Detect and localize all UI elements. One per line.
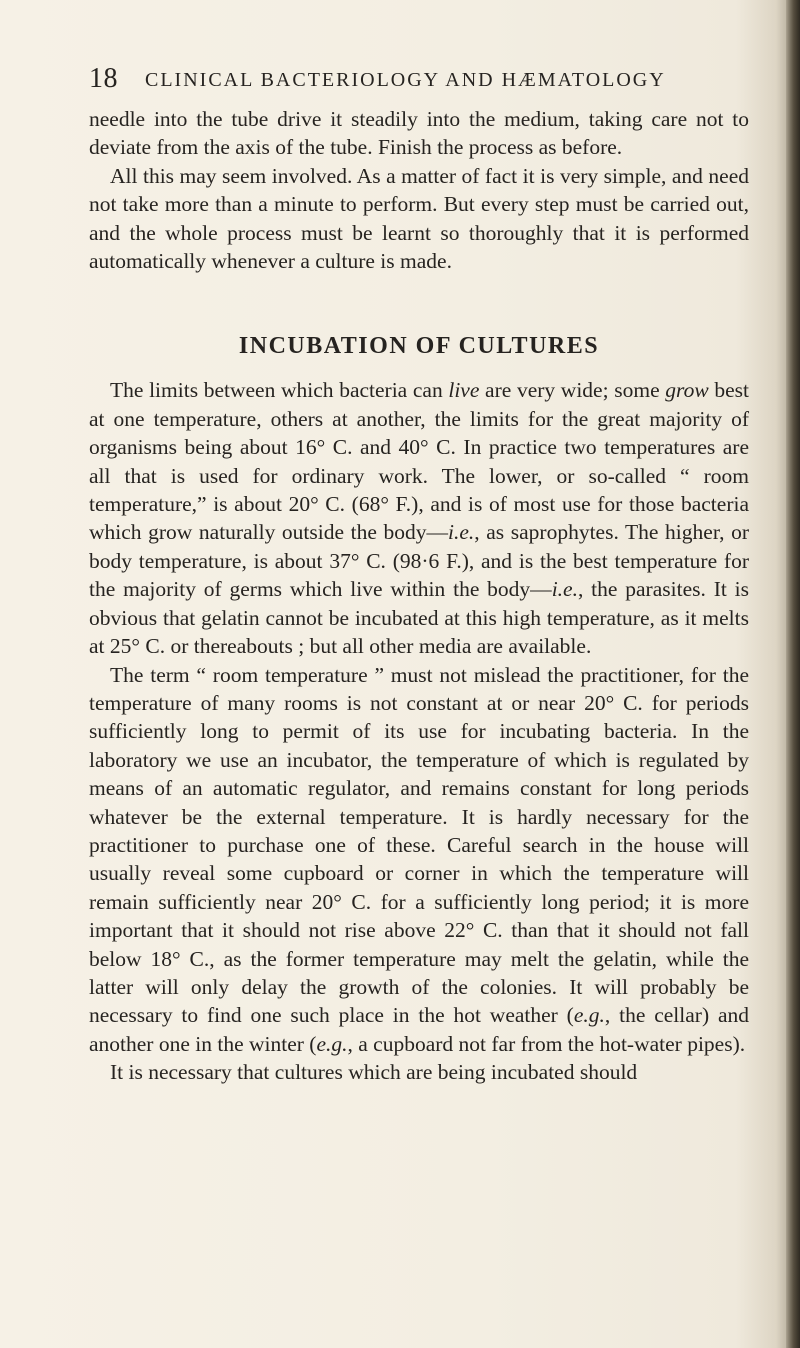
body-paragraph: All this may seem involved. As a matter of fact it is very simple, and need not take more than a minute to perform. But every step must be carried out, and the whole process must be learnt so thoroughly that it is performed automatically whenever a culture is made. — [89, 163, 749, 274]
section-heading: INCUBATION OF CULTURES — [238, 333, 600, 360]
text-segment: , the parasites. It is obvious that gelatin cannot be incubated at this high temperature, as it melts at 25° C. or thereabouts ; but all other media are available. — [89, 577, 749, 659]
page-edge-shadow — [786, 0, 800, 1348]
text-segment: The limits between which bacteria can — [110, 378, 449, 403]
continued-paragraph: needle into the tube drive it steadily into the medium, taking care not to deviate from the axis of the tube. Finish the process as before. — [89, 107, 749, 160]
text-segment: , a cupboard not far from the hot-water pipes). — [347, 1031, 746, 1056]
italic-text: live — [448, 378, 480, 403]
text-segment: It is necessary that cultures which are being incubated should — [110, 1060, 638, 1085]
italic-text: i.e. — [551, 577, 578, 602]
running-title: CLINICAL BACTERIOLOGY AND HÆMATOLOGY — [145, 69, 666, 91]
italic-text: e.g. — [573, 1003, 605, 1028]
section-paragraph — [89, 376, 749, 660]
italic-text: grow — [665, 378, 709, 403]
running-head — [89, 62, 769, 102]
italic-text: i.e. — [448, 520, 475, 545]
section-paragraph — [89, 661, 749, 1059]
text-segment: best at one temperature, others at another, the limits for the great majority of organisms being about 16° C. and 40° C. In practice two temperatures are all that is used for ordinary work. The lower, or so-called “ room temperature,” is about 20° C. (68° F.), and is of most use for those bacteria which grow naturally outside the body— — [89, 378, 749, 545]
section-paragraph-continued — [89, 1058, 749, 1086]
text-segment: are very wide; some — [479, 378, 666, 403]
page-number: 18 — [89, 63, 118, 94]
italic-text: e.g. — [316, 1031, 348, 1056]
text-segment: , as saprophytes. The higher, or body temperature, is about 37° C. (98·6 F.), and is the best temperature for the majority of germs which live within the body— — [89, 520, 749, 602]
text-segment: , the cellar) and another one in the winter ( — [89, 1003, 750, 1056]
text-segment: The term “ room temperature ” must not mislead the practitioner, for the temperature of many rooms is not constant at or near 20° C. for periods sufficiently long to permit of its use for incubating bacteria. In the laboratory we use an incubator, the temperature of which is regulated by means of an automatic regulator, and remains constant for long periods whatever be the external temperature. It is hardly necessary for the practitioner to purchase one of these. Careful search in the house will usually reveal some cupboard or corner in which the temperature will remain sufficiently near 20° C. for a sufficiently long period; it is more important that it should not rise above 22° C. than that it should not fall below 18° C., as the former temperature may melt the gelatin, while the latter will only delay the growth of the colonies. It will probably be necessary to find one such place in the hot weather ( — [89, 662, 749, 1028]
body-text — [89, 105, 749, 1087]
